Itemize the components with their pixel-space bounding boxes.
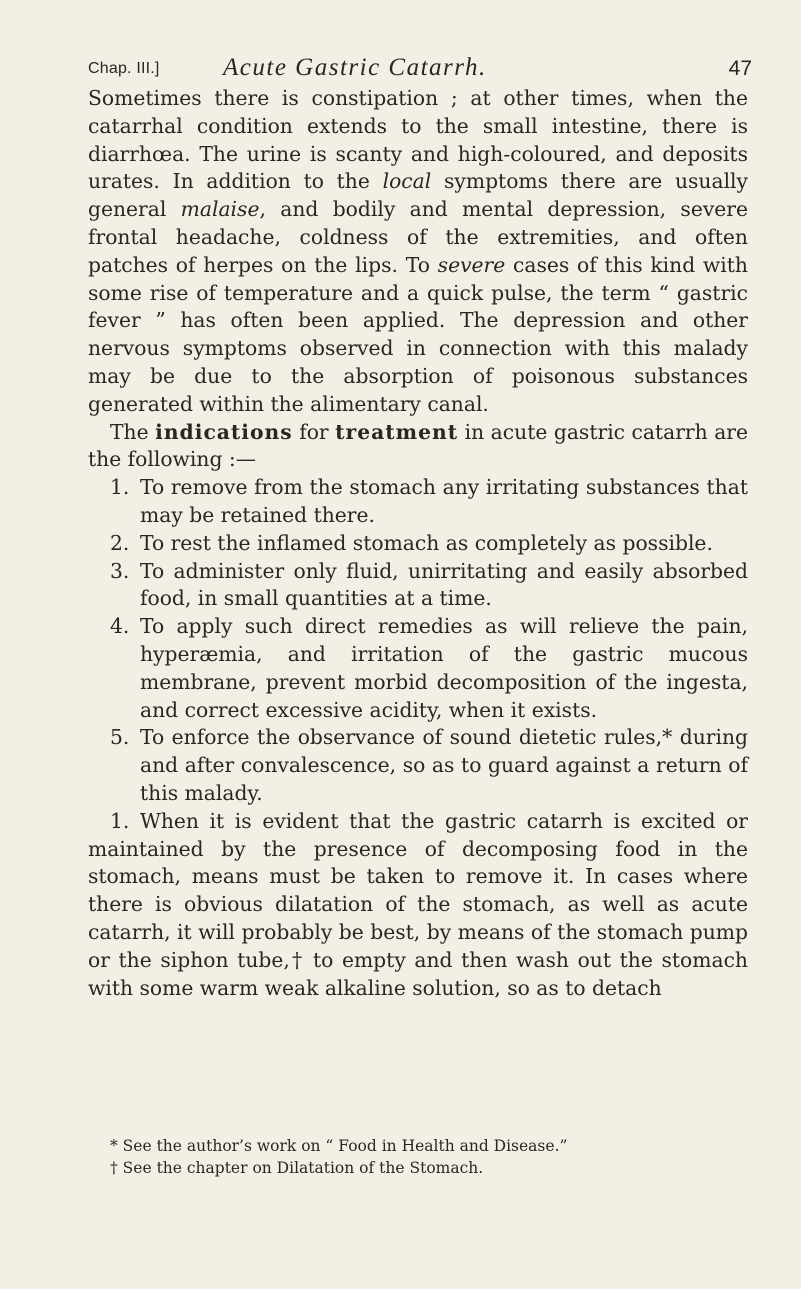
paragraph-removal: 1. When it is evident that the gastric catarrh is excited or maintained by the presence of decomposing food in the stomach, means must be taken to remove it. In cases where there is obvious dilatation of the stomach, as well as acute catarrh, it will probably be best, by means of the stomach pump or the siphon tube,† to empty and then wash out the stomach with some warm weak alkaline solution, so as to detach bbox=[88, 808, 748, 1000]
page-header bbox=[88, 54, 752, 88]
footnote-asterisk: * See the author’s work on “ Food in Health and Disease.” bbox=[110, 1137, 568, 1155]
footnotes bbox=[110, 1135, 750, 1179]
emphasis-local: local bbox=[382, 169, 432, 194]
list-item: 5. To enforce the observance of sound dietetic rules,* during and after convalescence, so as to guard against a return of this malady. bbox=[110, 725, 748, 805]
emphasis-malaise: malaise bbox=[180, 197, 260, 222]
footnote-dagger: † See the chapter on Dilatation of the Stomach. bbox=[110, 1159, 484, 1177]
heading-indications: indications bbox=[155, 419, 293, 444]
treatment-rules-list bbox=[88, 474, 748, 808]
paragraph-symptoms: Sometimes there is constipation ; at other times, when the catarrhal condition extends to the small intestine, there is diarrhœa. The urine is scanty and high-coloured, and deposits urates. In addition to the local symptoms there are usually general malaise, and bodily and mental depression, severe frontal headache, coldness of the extremities, and often patches of herpes on the lips. To severe cases of this kind with some rise of temperature and a quick pulse, the term “ gastric fever ” has often been applied. The depression and other nervous symptoms observed in connection with this malady may be due to the absorption of poisonous substances generated within the alimentary canal. bbox=[88, 86, 748, 416]
chapter-label: Chap. III.] bbox=[88, 60, 160, 77]
list-item: 3. To administer only fluid, unirritating and easily absorbed food, in small quantities at a time. bbox=[110, 558, 748, 611]
page-number: 47 bbox=[728, 57, 752, 80]
list-item: 2. To rest the inflamed stomach as completely as possible. bbox=[110, 530, 713, 555]
paragraph-indications: The indications for treatment in acute gastric catarrh are the following :— bbox=[88, 419, 748, 472]
list-item: 4. To apply such direct remedies as will relieve the pain, hyperæmia, and irritation of the gastric mucous membrane, prevent morbid decomposition of the ingesta, and correct excessive acidity, when it exists. bbox=[110, 614, 748, 722]
emphasis-severe: severe bbox=[437, 252, 506, 277]
body-text bbox=[88, 85, 748, 1002]
list-item: 1. To remove from the stomach any irritating substances that may be retained there. bbox=[110, 475, 748, 527]
heading-treatment: treatment bbox=[335, 419, 459, 444]
running-title: Acute Gastric Catarrh. bbox=[223, 54, 487, 81]
